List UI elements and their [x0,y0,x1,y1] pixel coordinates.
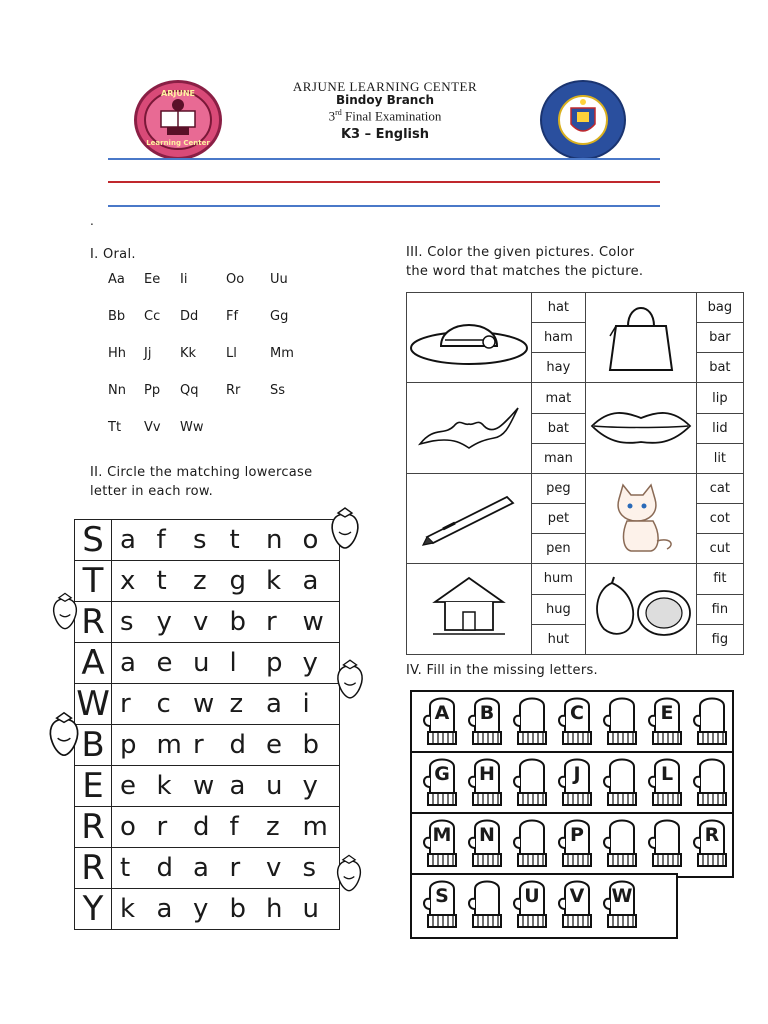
lowercase-letter[interactable]: a [266,689,282,719]
lowercase-letter[interactable]: w [193,771,215,801]
strawberry-icon [328,506,362,550]
word-choice[interactable]: cat [696,473,743,503]
color-instructions-line1: III. Color the given pictures. Color [406,245,635,260]
oral-letter-pair: Bb [108,309,126,324]
circle-row [75,602,340,643]
lowercase-letter[interactable]: b [229,894,247,924]
word-choice[interactable]: hug [532,594,586,624]
arjune-logo-top-text: ARJUNE [161,89,195,98]
pen-picture[interactable] [407,473,532,563]
lowercase-letter[interactable]: r [229,853,241,883]
word-choice[interactable]: bat [532,413,586,443]
strawberry-icon [334,656,366,702]
lowercase-letter[interactable]: b [229,607,247,637]
lowercase-letter[interactable]: y [302,771,318,801]
lowercase-letter[interactable]: a [120,525,136,555]
word-choice[interactable]: fin [696,594,743,624]
header-rule-blue-top [108,158,660,160]
capital-letter: T [75,561,112,602]
deped-seal [540,80,626,160]
lowercase-letter[interactable]: t [120,853,131,883]
lowercase-letter[interactable]: v [266,853,282,883]
mitten-icon [555,753,599,809]
lowercase-letter[interactable]: v [193,607,209,637]
lowercase-choices [112,520,340,561]
word-choice[interactable]: cot [696,504,743,534]
hat-picture[interactable] [407,293,532,383]
circle-instructions-line1: II. Circle the matching lowercase [90,465,313,480]
bat-picture[interactable] [407,383,532,473]
mitten-icon [420,753,464,809]
bag-picture[interactable] [585,293,696,383]
mitten-letter: C [570,702,584,724]
lowercase-letter[interactable]: a [120,648,136,678]
oral-letter-pair: Ll [226,346,237,361]
oral-letter-pair: Dd [180,309,199,324]
lowercase-letter[interactable]: p [120,730,137,760]
mitten-icon[interactable] [600,814,644,870]
lowercase-letter[interactable]: f [156,525,166,555]
mitten-icon [465,692,509,748]
mitten-icon [555,692,599,748]
lowercase-letter[interactable]: t [229,525,240,555]
lowercase-letter[interactable]: w [302,607,324,637]
word-choice[interactable]: lit [696,443,743,473]
lowercase-letter[interactable]: i [302,689,310,719]
capital-letter: B [75,725,112,766]
mitten-icon [645,753,689,809]
lowercase-choices [112,684,340,725]
oral-letter-pair: Oo [226,272,245,287]
mitten-icon[interactable] [600,692,644,748]
stray-dot: . [90,214,94,228]
mitten-icon [555,875,599,931]
color-picture-table [406,292,744,655]
mitten-icon [420,875,464,931]
oral-letter-pair: Cc [144,309,161,324]
oral-letter-pair: Mm [270,346,294,361]
deped-seal-graphic [542,82,624,158]
strawberry-icon [50,590,80,632]
mitten-icon[interactable] [510,814,554,870]
color-table-row [407,383,744,413]
word-choice[interactable]: fig [696,624,743,654]
lowercase-letter[interactable]: s [302,853,317,883]
hut-picture[interactable] [407,564,532,655]
oral-letter-pair: Uu [270,272,288,287]
capital-letter: A [75,643,112,684]
lowercase-letter[interactable]: c [156,689,171,719]
word-choice[interactable]: hat [532,293,586,323]
mitten-letter: B [479,702,495,724]
capital-letter: R [75,602,112,643]
mitten-icon [510,875,554,931]
lowercase-letter[interactable]: p [266,648,283,678]
lowercase-letter[interactable]: r [156,812,168,842]
mitten-letter: L [660,763,674,785]
lowercase-choices [112,561,340,602]
mitten-icon[interactable] [510,692,554,748]
word-choice[interactable]: hut [532,624,586,654]
circle-row [75,643,340,684]
lowercase-letter[interactable]: s [193,525,207,555]
lowercase-letter[interactable]: e [266,730,282,760]
exam-ordinal-suffix: rd [335,108,342,117]
lowercase-letter[interactable]: o [120,812,136,842]
mitten-letter: A [434,702,450,724]
branch-name: Bindoy Branch [336,93,434,107]
oral-letter-pair: Rr [226,383,241,398]
circle-letter-table [74,519,340,930]
lowercase-letter[interactable]: d [156,853,174,883]
lips-picture[interactable] [585,383,696,473]
mitten-icon[interactable] [600,753,644,809]
circle-row [75,889,340,930]
header-rule-blue-bottom [108,205,660,207]
lowercase-letter[interactable]: a [302,566,319,596]
oral-letter-pair: Ii [180,272,188,287]
oral-letter-pair: Gg [270,309,289,324]
word-choice[interactable]: peg [532,473,586,503]
lowercase-letter[interactable]: z [266,812,280,842]
mitten-icon [555,814,599,870]
mitten-letter: R [704,824,720,846]
lowercase-letter[interactable]: x [120,566,136,596]
word-choice[interactable]: pet [532,504,586,534]
strawberry-icon [46,706,82,762]
word-choice[interactable]: pen [532,534,586,564]
exam-title-rest: Final Examination [341,108,442,124]
oral-letter-pair: Jj [144,346,152,361]
oral-letter-pair: Tt [108,420,122,435]
lowercase-letter[interactable]: t [156,566,167,596]
lowercase-letter[interactable]: l [229,648,237,678]
mitten-icon [420,814,464,870]
cat-picture[interactable] [585,473,696,563]
school-name: ARJUNE LEARNING CENTER [292,79,478,94]
color-table-row [407,564,744,594]
color-table-row [407,293,744,323]
circle-row [75,766,340,807]
lowercase-letter[interactable]: s [120,607,134,637]
lowercase-letter[interactable]: u [193,648,210,678]
capital-letter: Y [75,889,112,930]
mitten-icon[interactable] [465,875,509,931]
mitten-icon [465,814,509,870]
lowercase-letter[interactable]: a [156,894,173,924]
fig-picture[interactable] [585,564,696,655]
lowercase-letter[interactable]: f [229,812,239,842]
capital-letter: W [76,684,110,724]
circle-row [75,684,340,725]
circle-instructions [90,463,312,501]
word-choice[interactable]: lip [696,383,743,413]
oral-letter-pair: Ww [180,420,204,435]
capital-letter: R [75,807,112,848]
circle-instructions-line2: letter in each row. [90,484,214,499]
lowercase-letter[interactable]: a [193,853,209,883]
mitten-letter: N [479,824,495,846]
mitten-icon[interactable] [690,753,734,809]
color-table-row [407,473,744,503]
lowercase-letter[interactable]: u [266,771,283,801]
lowercase-letter[interactable]: o [302,525,319,555]
lowercase-letter[interactable]: r [193,730,204,760]
word-choice[interactable]: hay [532,353,586,383]
oral-letter-pair: Ff [226,309,239,324]
mitten-icon [420,692,464,748]
mitten-icon[interactable] [690,692,734,748]
lowercase-letter[interactable]: k [266,566,282,596]
lowercase-letter[interactable]: r [120,689,131,719]
lowercase-letter[interactable]: n [266,525,283,555]
mitten-letter: P [570,824,584,846]
mitten-letter: V [569,885,585,907]
mitten-letter: U [524,885,540,907]
word-choice[interactable]: cut [696,534,743,564]
lowercase-letter[interactable]: z [193,566,207,596]
mitten-letter: J [573,763,581,785]
word-choice[interactable]: lid [696,413,743,443]
lowercase-letter[interactable]: m [302,812,328,842]
lowercase-letter[interactable]: d [193,812,210,842]
lowercase-letter[interactable]: k [120,894,136,924]
capital-letter: E [75,766,112,807]
lowercase-choices [112,848,340,889]
lowercase-letter[interactable]: e [156,648,173,678]
circle-row [75,725,340,766]
mitten-letter: H [479,763,495,785]
oral-letter-pair: Nn [108,383,126,398]
oral-letter-pair: Aa [108,272,125,287]
lowercase-letter[interactable]: w [193,689,215,719]
oral-letter-pair: Pp [144,383,161,398]
mitten-letter: W [611,885,633,907]
lowercase-choices [112,602,340,643]
lowercase-letter[interactable]: m [156,730,182,760]
capital-letter: S [75,520,112,561]
word-choice[interactable]: hum [532,564,586,594]
circle-row [75,807,340,848]
exam-ordinal: 3 [328,108,336,124]
header-rule-red [108,181,660,183]
mitten-letter: S [435,885,449,907]
mitten-icon [690,814,734,870]
mitten-letter: M [432,824,452,846]
lowercase-letter[interactable]: y [302,648,318,678]
mitten-icon[interactable] [645,814,689,870]
lowercase-letter[interactable]: b [302,730,320,760]
oral-letter-pair: Vv [144,420,161,435]
lowercase-letter[interactable]: y [156,607,172,637]
missing-letters-instructions: IV. Fill in the missing letters. [406,663,598,678]
word-choice[interactable]: ham [532,323,586,353]
lowercase-letter[interactable]: e [120,771,136,801]
word-choice[interactable]: mat [532,383,586,413]
subject-title: K3 – English [340,127,430,142]
exam-title [240,108,530,124]
word-choice[interactable]: man [532,443,586,473]
lowercase-letter[interactable]: h [266,894,283,924]
lowercase-letter[interactable]: z [229,689,244,719]
mitten-letter: E [660,702,674,724]
word-choice[interactable]: bag [696,293,743,323]
lowercase-choices [112,725,340,766]
circle-row [75,520,340,561]
oral-letter-pair: Qq [180,383,199,398]
lowercase-letter[interactable]: k [156,771,172,801]
mitten-icon [645,692,689,748]
arjune-logo-bottom-text: Learning Center [146,139,210,147]
lowercase-letter[interactable]: g [229,566,247,596]
oral-letter-pair: Kk [180,346,197,361]
word-choice[interactable]: fit [696,564,743,594]
lowercase-letter[interactable]: r [266,607,277,637]
lowercase-letter[interactable]: a [229,771,246,801]
lowercase-choices [112,766,340,807]
lowercase-choices [112,807,340,848]
mitten-icon[interactable] [510,753,554,809]
word-choice[interactable]: bat [696,353,743,383]
mitten-icon [465,753,509,809]
lowercase-choices [112,643,340,684]
arjune-logo [134,80,222,160]
circle-row [75,848,340,889]
lowercase-letter[interactable]: u [302,894,319,924]
mitten-icon [600,875,644,931]
color-instructions-line2: the word that matches the picture. [406,264,644,279]
capital-letter: R [75,848,112,889]
color-instructions [406,243,643,281]
word-choice[interactable]: bar [696,323,743,353]
circle-row [75,561,340,602]
oral-letter-pair: Hh [108,346,127,361]
oral-title: I. Oral. [90,247,136,262]
mitten-letter: G [434,763,450,785]
oral-letter-pair: Ee [144,272,161,287]
lowercase-choices [112,889,340,930]
oral-letter-pair: Ss [270,383,286,398]
lowercase-letter[interactable]: y [193,894,209,924]
lowercase-letter[interactable]: d [229,730,247,760]
strawberry-icon [334,850,364,896]
